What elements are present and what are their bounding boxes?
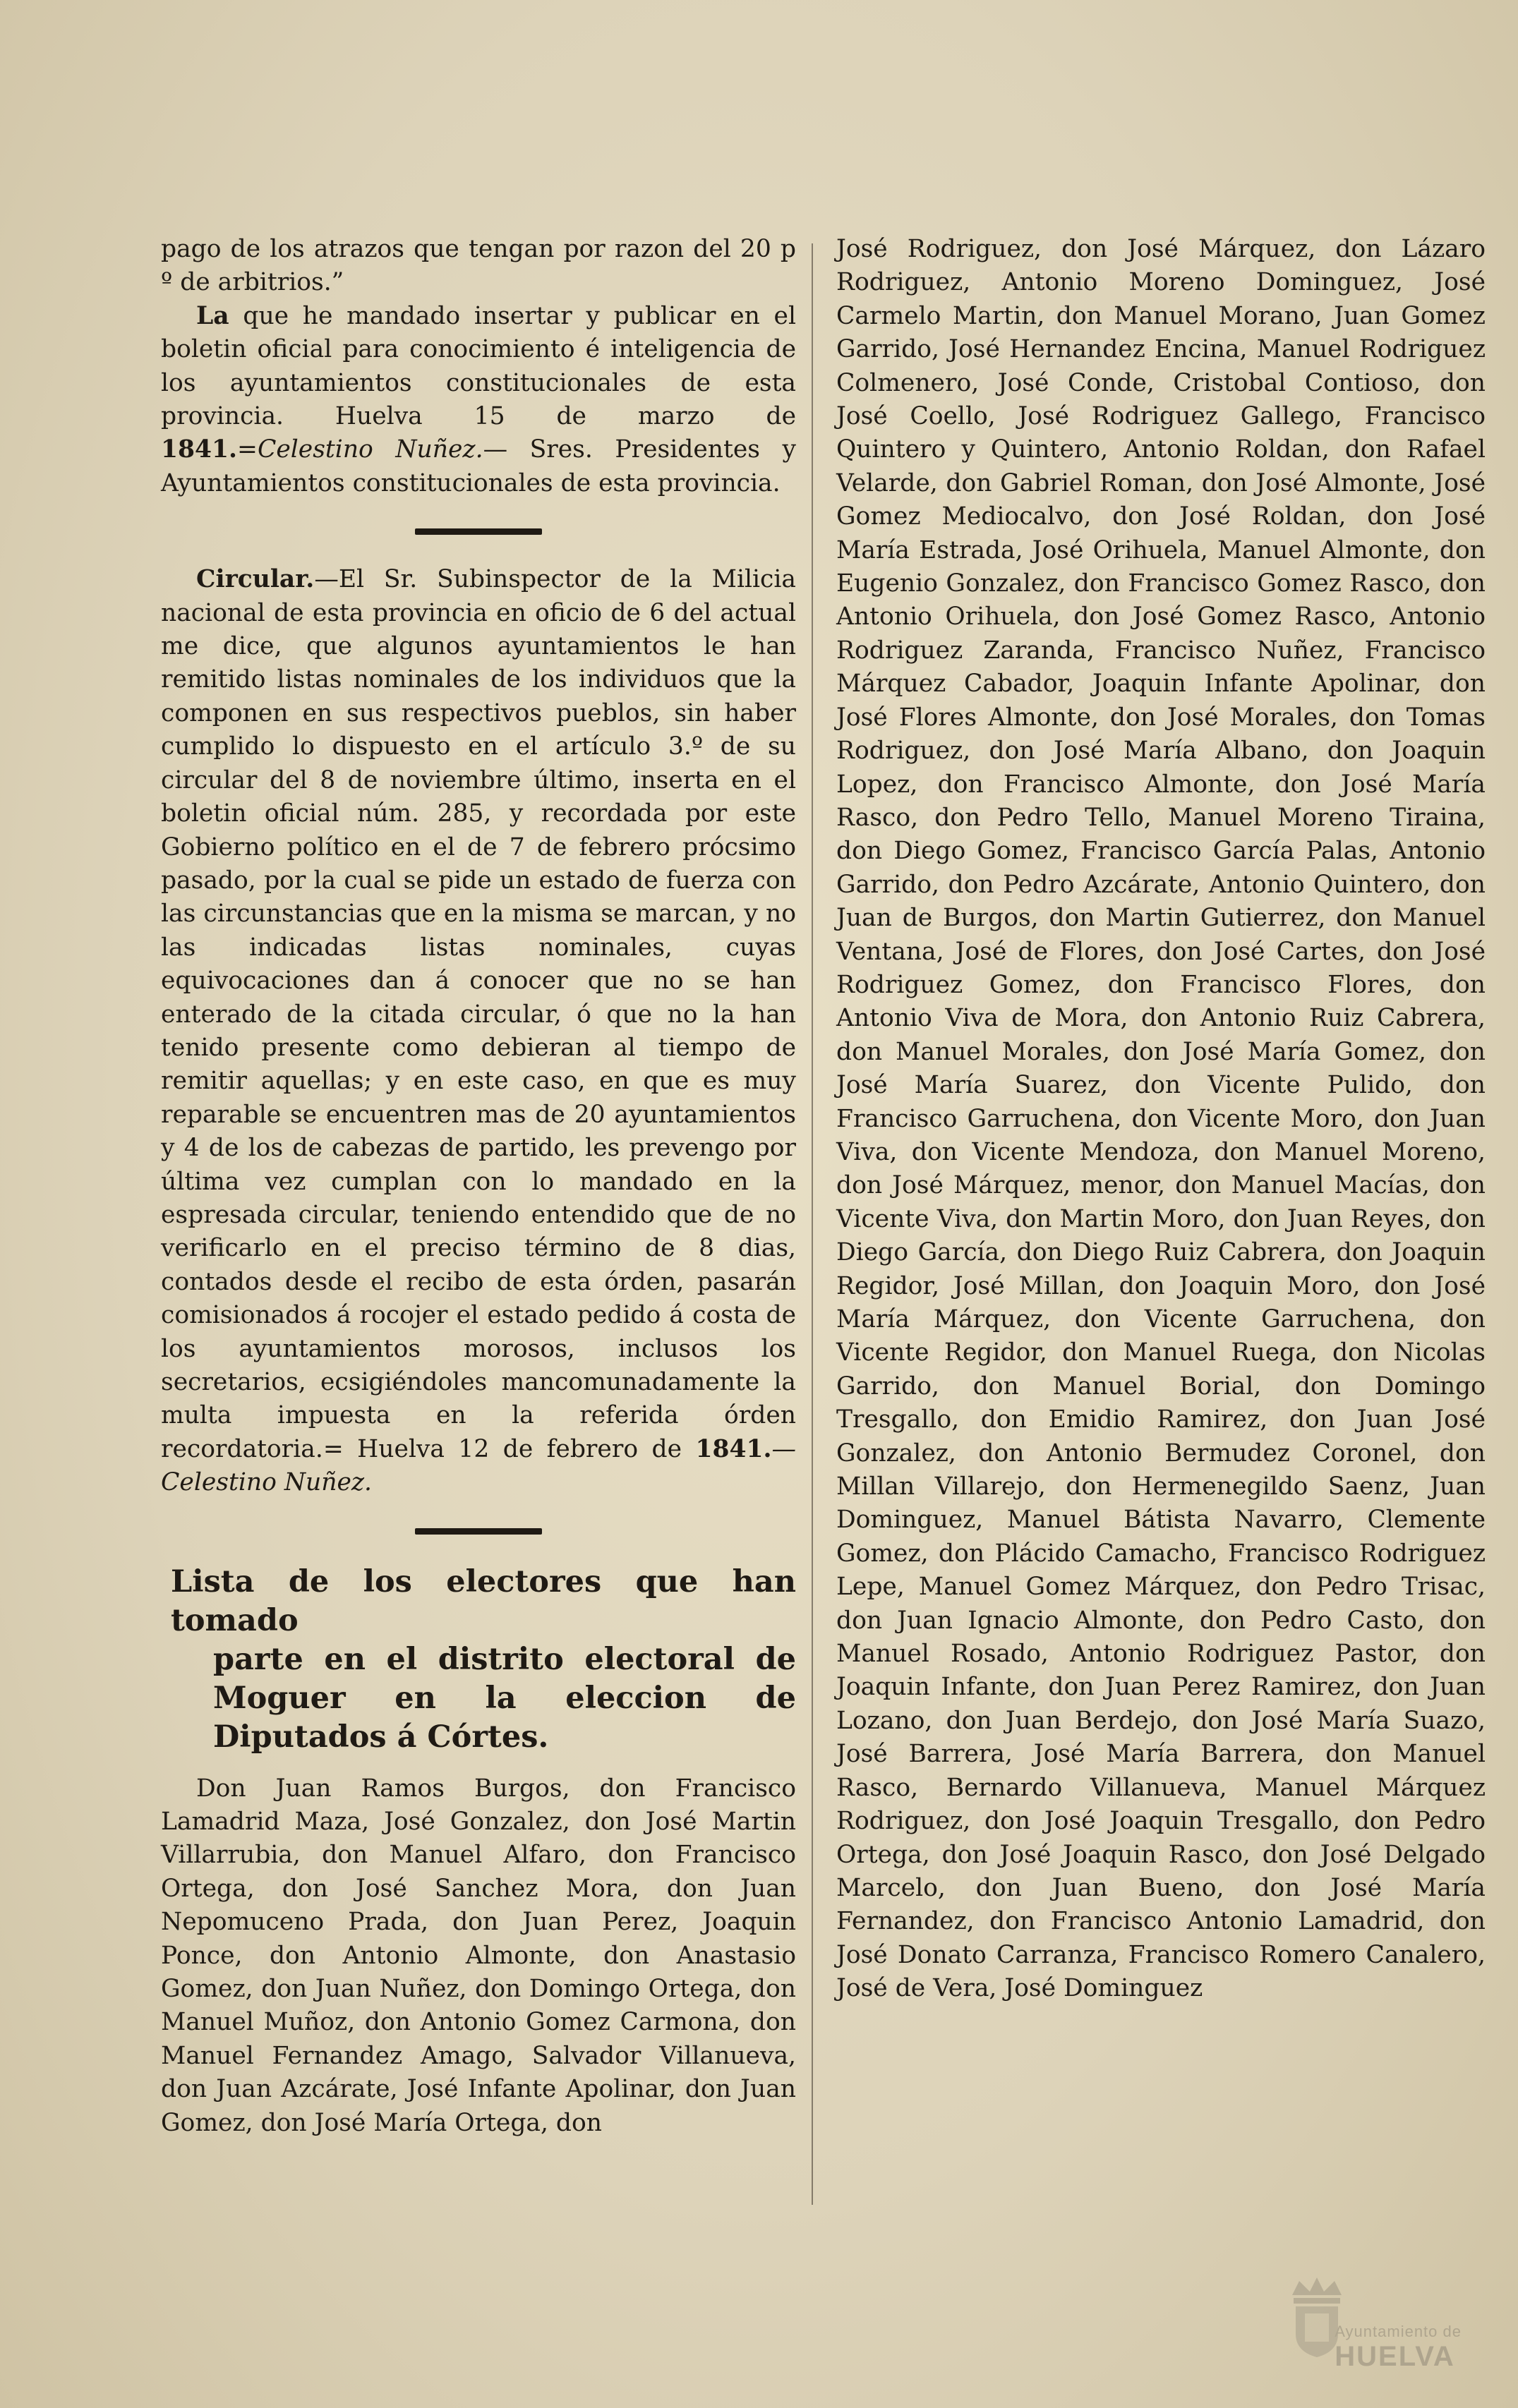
signature: =Celestino Nuñez. — [237, 435, 483, 464]
electors-list-title: Lista de los electores que han tomado parte en el distrito electoral de Moguer en la eleccion de Diputados á Córtes. — [171, 1563, 796, 1755]
circular-paragraph: Circular.—El Sr. Subinspector de la Milicia nacional de esta provincia en oficio de 6 del actual me dice, que algunos ayuntamientos le han remitido listas nominales de los individuos que la componen en sus respectivos pueblos, sin haber cumplido lo dispuesto en el artículo 3.º de su circular del 8 de noviembre último, inserta en el boletin oficial núm. 285, y recordada por este Gobierno político en el de 7 de febrero prócsimo pasado, por la cual se pide un estado de fuerza con las circunstancias que en la misma se marcan, y no las indicadas listas nominales, cuyas equivocaciones dan á conocer que no se han enterado de la citada circular, ó que no la han tenido presente como debieran al tiempo de remitir aquellas; y en este caso, en que es muy reparable se encuentren mas de 20 ayuntamientos y 4 de los de cabezas de partido, les prevengo por última vez cumplan con lo mandado en la espresada circular, teniendo entendido que de no verificarlo en el preciso término de 8 dias, contados desde el recibo de esta órden, pasarán comisionados á rocojer el estado pedido á costa de los ayuntamientos morosos, inclusos los secretarios, ecsigiéndoles mancomunadamente la multa impuesta en la referida órden recordatoria.= Huelva 12 de febrero de 1841.—Celestino Nuñez. — [161, 565, 796, 1497]
right-column — [836, 233, 1486, 2006]
lead-word: La — [196, 301, 229, 330]
watermark-small-text: Ayuntamiento de — [1335, 2323, 1462, 2340]
section-divider — [415, 1528, 542, 1535]
opening-fragment: pago de los atrazos que tengan por razon del 20 p º de arbitrios.” — [161, 235, 796, 297]
watermark-big-text: HUELVA — [1335, 2341, 1455, 2372]
column-divider — [812, 243, 813, 2205]
signature: —Celestino Nuñez. — [161, 1434, 796, 1497]
electors-list-start: Don Juan Ramos Burgos, don Francisco Lamadrid Maza, José Gonzalez, don José Martin Villarrubia, don Manuel Alfaro, don Francisco Ortega, don José Sanchez Mora, don Juan Nepomuceno Prada, don Juan Perez, Joaquin Ponce, don Antonio Almonte, don Anastasio Gomez, don Juan Nuñez, don Domingo Ortega, don Manuel Muñoz, don Antonio Gomez Carmona, don Manuel Fernandez Amago, Salvador Villanueva, don Juan Azcárate, José Infante Apolinar, don Juan Gomez, don José María Ortega, don — [161, 1774, 796, 2137]
circular-heading: Circular. — [196, 565, 315, 594]
left-column — [161, 233, 796, 2140]
section-divider — [415, 528, 542, 535]
city-council-watermark — [1285, 2267, 1469, 2380]
electors-list-continued: José Rodriguez, don José Márquez, don Lázaro Rodriguez, Antonio Moreno Dominguez, José Carmelo Martin, don Manuel Morano, Juan Gomez Garrido, José Hernandez Encina, Manuel Rodriguez Colmenero, José Conde, Cristobal Contioso, don José Coello, José Rodriguez Gallego, Francisco Quintero y Quintero, Antonio Roldan, don Rafael Velarde, don Gabriel Roman, don José Almonte, José Gomez Mediocalvo, don José Roldan, don José María Estrada, José Orihuela, Manuel Almonte, don Eugenio Gonzalez, don Francisco Gomez Rasco, don Antonio Orihuela, don José Gomez Rasco, Antonio Rodriguez Zaranda, Francisco Nuñez, Francisco Márquez Cabador, Joaquin Infante Apolinar, don José Flores Almonte, don José Morales, don Tomas Rodriguez, don José María Albano, don Joaquin Lopez, don Francisco Almonte, don José María Rasco, don Pedro Tello, Manuel Moreno Tiraina, don Diego Gomez, Francisco García Palas, Antonio Garrido, don Pedro Azcárate, Antonio Quintero, don Juan de Burgos, don Martin Gutierrez, don Manuel Ventana, José de Flores, don José Cartes, don José Rodriguez Gomez, don Francisco Flores, don Antonio Viva de Mora, don Antonio Ruiz Cabrera, don Manuel Morales, don José María Gomez, don José María Suarez, don Vicente Pulido, don Francisco Garruchena, don Vicente Moro, don Juan Viva, don Vicente Mendoza, don Manuel Moreno, don José Márquez, menor, don Manuel Macías, don Vicente Viva, don Martin Moro, don Juan Reyes, don Diego García, don Diego Ruiz Cabrera, don Joaquin Regidor, José Millan, don Joaquin Moro, don José María Márquez, don Vicente Garruchena, don Vicente Regidor, don Manuel Ruega, don Nicolas Garrido, don Manuel Borial, don Domingo Tresgallo, don Emidio Ramirez, don Juan José Gonzalez, don Antonio Bermudez Coronel, don Millan Villarejo, don Hermenegildo Saenz, Juan Dominguez, Manuel Bátista Navarro, Clemente Gomez, don Plácido Camacho, Francisco Rodriguez Lepe, Manuel Gomez Márquez, don Pedro Trisac, don Juan Ignacio Almonte, don Pedro Casto, don Manuel Rosado, Antonio Rodriguez Pastor, don Joaquin Infante, don Juan Perez Ramirez, don Juan Lozano, don Juan Berdejo, don José María Suazo, José Barrera, José María Barrera, don Manuel Rasco, Bernardo Villanueva, Manuel Márquez Rodriguez, don José Joaquin Tresgallo, don Pedro Ortega, don José Joaquin Rasco, don José Delgado Marcelo, don Juan Bueno, don José María Fernandez, don Francisco Antonio Lamadrid, don José Donato Carranza, Francisco Romero Canalero, José de Vera, José Dominguez — [836, 235, 1486, 2003]
insertion-notice: La que he mandado insertar y publicar en el boletin oficial para conocimiento é inteligencia de los ayuntamientos constitucionales de esta provincia. Huelva 15 de marzo de 1841.=Celestino Nuñez.— Sres. Presidentes y Ayuntamientos constitucionales de esta provincia. — [161, 301, 797, 497]
